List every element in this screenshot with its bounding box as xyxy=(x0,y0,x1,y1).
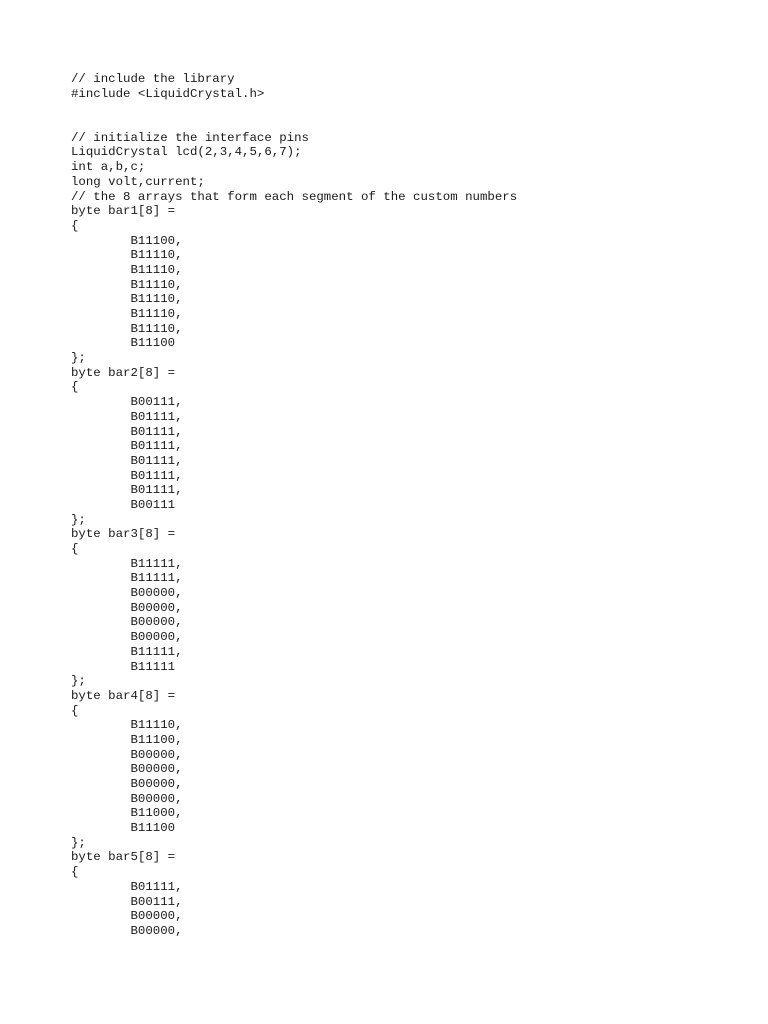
code-line: // the 8 arrays that form each segment of the custom numbers xyxy=(71,189,518,204)
code-line xyxy=(71,101,517,116)
code-line: B11110, xyxy=(71,321,183,336)
code-line: B11110, xyxy=(71,277,183,292)
code-line: B11000, xyxy=(71,806,183,821)
code-line: // initialize the interface pins xyxy=(71,130,309,145)
code-line: B01111, xyxy=(71,453,183,468)
code-line: { xyxy=(71,703,79,718)
code-line: B00000, xyxy=(71,586,183,601)
code-line: B01111, xyxy=(71,468,183,483)
code-line: B11111 xyxy=(71,659,176,674)
code-line: B11110, xyxy=(71,248,183,263)
code-line: B01111, xyxy=(71,483,183,498)
code-line: }; xyxy=(71,835,86,850)
code-line xyxy=(71,116,517,131)
code-line: B01111, xyxy=(71,409,183,424)
code-line: byte bar2[8] = xyxy=(71,365,176,380)
code-line: B01111, xyxy=(71,439,183,454)
code-line: B00000, xyxy=(71,600,183,615)
code-line: B11111, xyxy=(71,644,183,659)
code-line: }; xyxy=(71,512,86,527)
code-line: { xyxy=(71,865,79,880)
code-line: B11110, xyxy=(71,262,183,277)
code-line: { xyxy=(71,218,79,233)
code-line: B00000, xyxy=(71,747,183,762)
code-line: B00000, xyxy=(71,923,183,938)
code-line: B00000, xyxy=(71,909,183,924)
code-line: int a,b,c; xyxy=(71,160,146,175)
code-line: B00111, xyxy=(71,395,183,410)
code-line: B00111, xyxy=(71,894,183,909)
code-line: B00000, xyxy=(71,777,183,791)
code-line: long volt,current; xyxy=(71,174,205,189)
code-line: B00111 xyxy=(71,497,176,512)
code-line: }; xyxy=(71,674,86,689)
code-line: byte bar3[8] = xyxy=(71,527,176,542)
code-line: B01111, xyxy=(71,424,183,439)
code-line: B11110, xyxy=(71,292,183,307)
code-line: { xyxy=(71,380,79,395)
code-line: B11100 xyxy=(71,821,176,836)
code-line: B11100, xyxy=(71,732,183,747)
code-line: B11111, xyxy=(71,556,183,571)
code-line: byte bar5[8] = xyxy=(71,850,176,865)
code-line: B11110, xyxy=(71,307,183,321)
code-line: B00000, xyxy=(71,791,183,806)
code-listing xyxy=(71,72,517,939)
code-line: B00000, xyxy=(71,630,183,645)
code-line: byte bar1[8] = xyxy=(71,204,176,219)
code-line: byte bar4[8] = xyxy=(71,688,176,703)
code-line: B11100 xyxy=(71,336,176,351)
code-line: { xyxy=(71,542,79,556)
code-line: LiquidCrystal lcd(2,3,4,5,6,7); xyxy=(71,145,302,160)
code-line: }; xyxy=(71,351,86,366)
code-line: // include the library xyxy=(71,72,235,86)
code-line: B00000, xyxy=(71,762,183,777)
code-line: B01111, xyxy=(71,879,183,894)
code-line: B00000, xyxy=(71,615,183,630)
code-line: #include <LiquidCrystal.h> xyxy=(71,86,265,101)
code-line: B11111, xyxy=(71,571,183,586)
code-line: B11100, xyxy=(71,233,183,248)
code-line: B11110, xyxy=(71,718,183,733)
